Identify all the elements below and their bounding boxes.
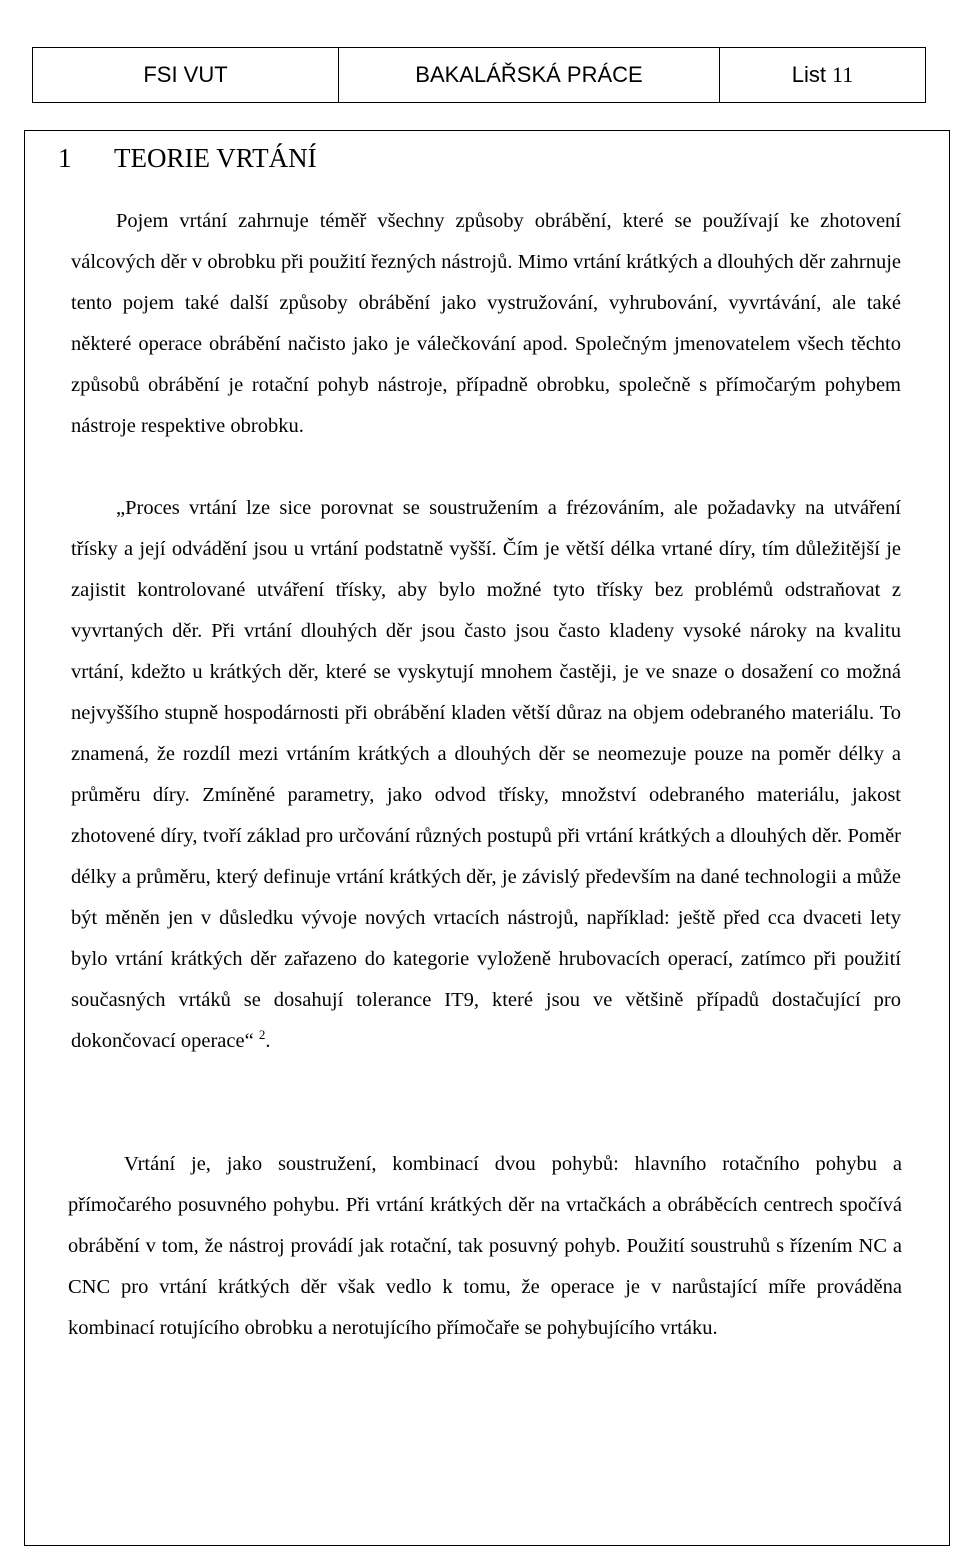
- section-heading: [58, 143, 317, 174]
- paragraph-3-text: Vrtání je, jako soustružení, kombinací dvou pohybů: hlavního rotačního pohybu a přímočarého posuvného pohybu. Při vrtání krátkých děr na vrtačkách a obráběcích centrech spočívá obrábění v tom, že nástroj provádí jak rotační, tak posuvný pohyb. Použití soustruhů s řízením NC a CNC pro vrtání krátkých děr však vedlo k tomu, že operace je v narůstající míře prováděna kombinací rotujícího obrobku a nerotujícího přímočaře se pohybujícího vrtáku.: [68, 1153, 902, 1339]
- page-label: List: [791, 62, 827, 87]
- section-number: 1: [58, 143, 72, 173]
- institution-label: FSI VUT: [143, 62, 228, 87]
- paragraph-1: [71, 201, 901, 447]
- header-document-type: [339, 48, 720, 102]
- paragraph-3: [68, 1144, 902, 1349]
- page-number: 11: [832, 62, 854, 87]
- paragraph-2-quote: [71, 488, 901, 1062]
- paragraph-2-end: .: [265, 1030, 271, 1052]
- header-institution: [33, 48, 339, 102]
- section-title: TEORIE VRTÁNÍ: [114, 143, 317, 173]
- citation-reference: 2: [258, 1027, 266, 1043]
- paragraph-2-text: „Proces vrtání lze sice porovnat se soustružením a frézováním, ale požadavky na utváření třísky a její odvádění jsou u vrtání podstatně vyšší. Čím je větší délka vrtané díry, tím důležitější je zajistit kontrolované utváření třísky, aby bylo možné tyto třísky bez problémů odstraňovat z vyvrtaných děr. Při vrtání dlouhých děr jsou často jsou často kladeny vysoké nároky na kvalitu vrtání, kdežto u krátkých děr, které se vyskytují mnohem častěji, je ve snaze o dosažení co možná nejvyššího stupně hospodárnosti při obrábění kladen větší důraz na objem odebraného materiálu. To znamená, že rozdíl mezi vrtáním krátkých a dlouhých děr se neomezuje pouze na poměr délky a průměru díry. Zmíněné parametry, jako odvod třísky, množství odebraného materiálu, jakost zhotovené díry, tvoří základ pro určování různých postupů při vrtání krátkých a dlouhých děr. Poměr délky a průměru, který definuje vrtání krátkých děr, je závislý především na dané technologii a může být měněn jen v důsledku vývoje nových vrtacích nástrojů, například: ještě před cca dvaceti lety bylo vrtání krátkých děr zařazeno do kategorie vyloženě hrubovacích operací, zatímco při použití současných vrtáků se dosahují tolerance IT9, které jsou ve většině případů dostačující pro dokončovací operace“: [71, 497, 901, 1052]
- page-header-table: [32, 47, 926, 103]
- header-page-number: [720, 48, 925, 102]
- document-type-label: BAKALÁŘSKÁ PRÁCE: [415, 62, 643, 87]
- paragraph-1-text: Pojem vrtání zahrnuje téměř všechny způsoby obrábění, které se používají ke zhotovení válcových děr v obrobku při použití řezných nástrojů. Mimo vrtání krátkých a dlouhých děr zahrnuje tento pojem také další způsoby obrábění jako vystružování, vyhrubování, vyvrtávání, ale také některé operace obrábění načisto jako je válečkování apod. Společným jmenovatelem všech těchto způsobů obrábění je rotační pohyb nástroje, případně obrobku, společně s přímočarým pohybem nástroje respektive obrobku.: [71, 210, 901, 437]
